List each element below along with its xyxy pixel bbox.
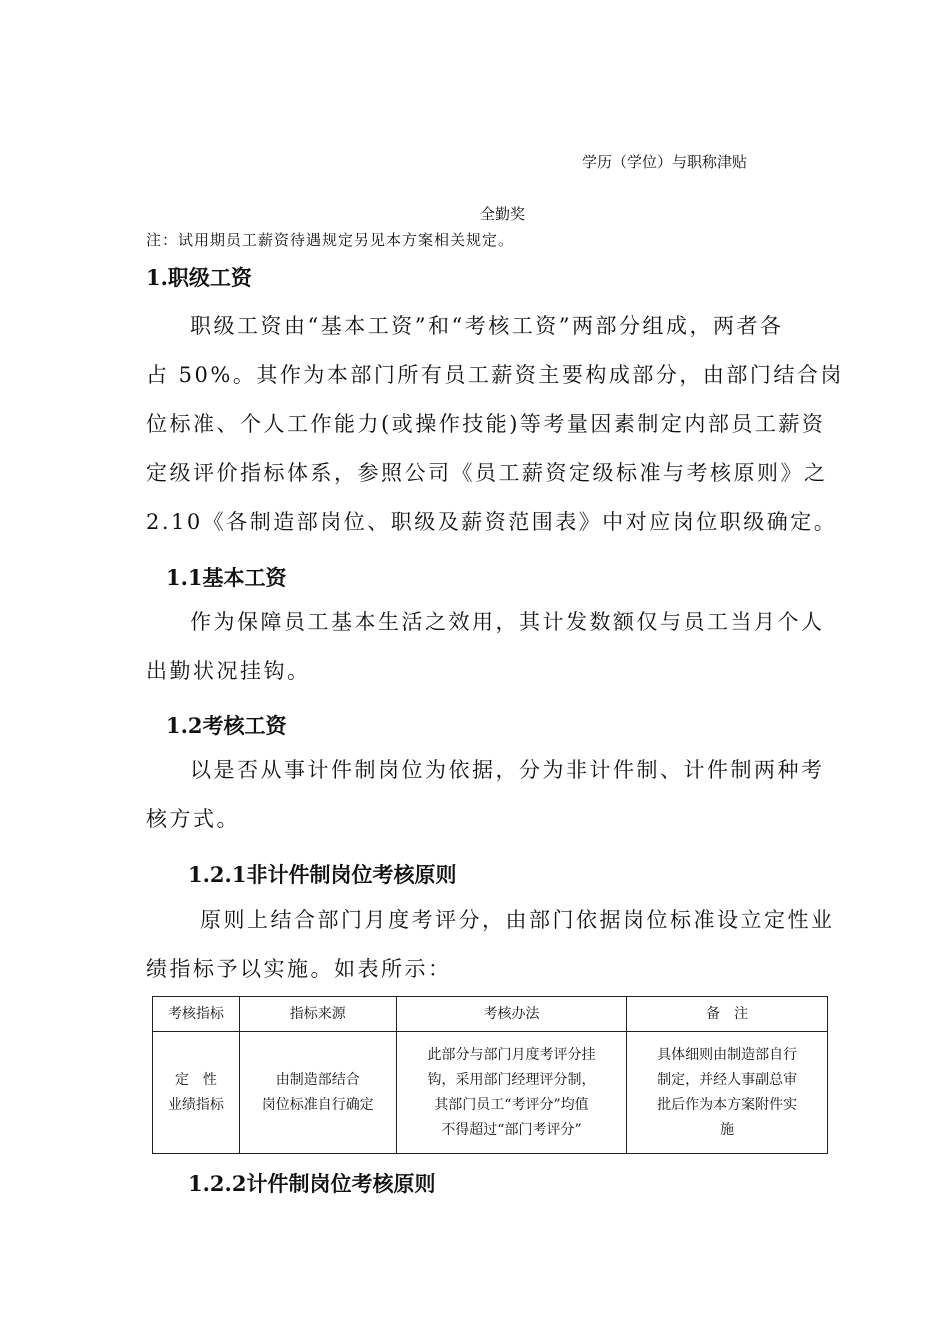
indicator-cell bbox=[153, 1032, 240, 1154]
cell-line: 由制造部结合 bbox=[275, 1071, 360, 1088]
table-header-cell: 备 注 bbox=[627, 997, 828, 1032]
allowance-label: 学历（学位）与职称津贴 bbox=[582, 153, 748, 171]
cell-line: 施 bbox=[720, 1121, 735, 1138]
cell-line: 批后作为本方案附件实 bbox=[657, 1096, 798, 1113]
section-1-2-1-paragraph bbox=[146, 896, 835, 994]
section-heading-1-2-1: 1.2.1非计件制岗位考核原则 bbox=[188, 862, 457, 887]
table-header-row bbox=[153, 997, 828, 1032]
note-text: 注：试用期员工薪资待遇规定另见本方案相关规定。 bbox=[146, 231, 515, 249]
table-header-cell: 考核指标 bbox=[153, 997, 240, 1032]
method-cell bbox=[396, 1032, 627, 1154]
section-1-paragraph bbox=[146, 302, 844, 547]
source-cell bbox=[239, 1032, 396, 1154]
remark-cell bbox=[627, 1032, 828, 1154]
assessment-table bbox=[152, 996, 828, 1154]
paragraph-line: 作为保障员工基本生活之效用，其计发数额仅与员工当月个人 bbox=[190, 610, 825, 634]
section-heading-1-2: 1.2考核工资 bbox=[166, 713, 287, 738]
paragraph-line: 以是否从事计件制岗位为依据，分为非计件制、计件制两种考 bbox=[190, 758, 825, 782]
paragraph-line: 原则上结合部门月度考评分，由部门依据岗位标准设立定性业 bbox=[200, 908, 835, 932]
paragraph-line: 出勤状况挂钩。 bbox=[146, 659, 311, 683]
section-1-1-paragraph bbox=[146, 598, 825, 696]
cell-line: 业绩指标 bbox=[167, 1096, 224, 1113]
section-heading-1: 1.职级工资 bbox=[146, 265, 252, 290]
section-heading-1-2-2: 1.2.2计件制岗位考核原则 bbox=[188, 1171, 436, 1196]
cell-line: 岗位标准自行确定 bbox=[261, 1096, 374, 1113]
section-1-2-paragraph bbox=[146, 746, 825, 844]
cell-line: 其部门员工“考评分”均值 bbox=[434, 1096, 589, 1113]
paragraph-line: 位标准、个人工作能力(或操作技能)等考量因素制定内部员工薪资 bbox=[146, 412, 826, 436]
table-row bbox=[153, 1032, 828, 1154]
cell-line: 不得超过“部门考评分” bbox=[441, 1121, 582, 1138]
paragraph-line: 职级工资由“基本工资”和“考核工资”两部分组成，两者各 bbox=[190, 314, 784, 338]
paragraph-line: 定级评价指标体系，参照公司《员工薪资定级标准与考核原则》之 bbox=[146, 461, 828, 485]
section-heading-1-1: 1.1基本工资 bbox=[166, 565, 287, 590]
table-header-cell: 指标来源 bbox=[239, 997, 396, 1032]
attendance-label: 全勤奖 bbox=[480, 205, 526, 223]
table-header-cell: 考核办法 bbox=[396, 997, 627, 1032]
paragraph-line: 占 50%。其作为本部门所有员工薪资主要构成部分，由部门结合岗 bbox=[146, 363, 844, 387]
paragraph-line: 绩指标予以实施。如表所示： bbox=[146, 957, 452, 981]
paragraph-line: 2.10《各制造部岗位、职级及薪资范围表》中对应岗位职级确定。 bbox=[146, 510, 838, 534]
cell-line: 定 性 bbox=[174, 1071, 217, 1088]
cell-line: 制定，并经人事副总审 bbox=[657, 1071, 798, 1088]
paragraph-line: 核方式。 bbox=[146, 807, 240, 831]
cell-line: 钩，采用部门经理评分制， bbox=[427, 1071, 596, 1088]
cell-line: 此部分与部门月度考评分挂 bbox=[427, 1046, 596, 1063]
cell-line: 具体细则由制造部自行 bbox=[657, 1046, 798, 1063]
